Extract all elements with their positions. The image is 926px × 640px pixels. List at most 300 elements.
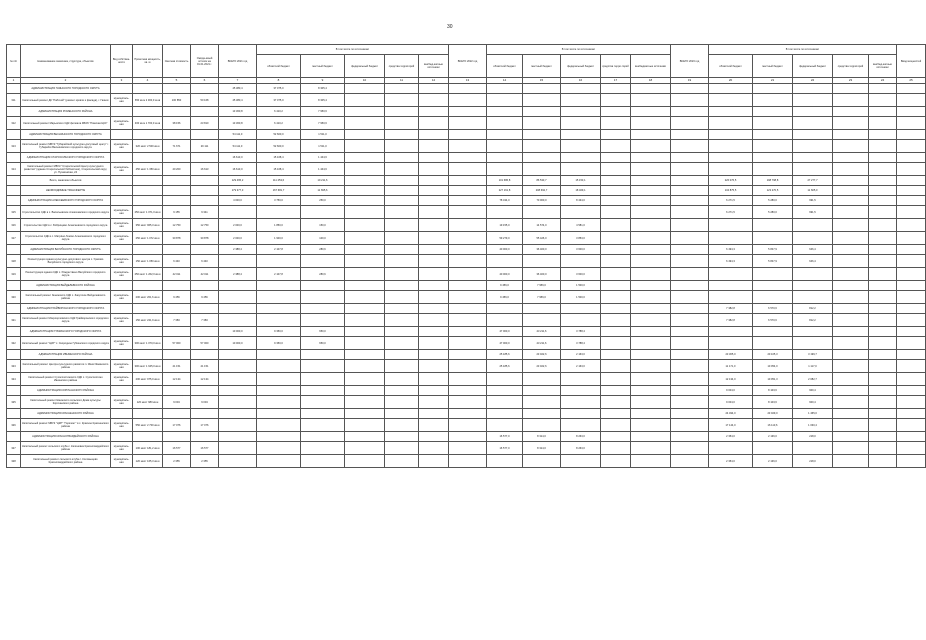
- table-cell: [833, 107, 869, 117]
- table-cell: 12 134: [163, 373, 191, 386]
- table-cell: [833, 442, 869, 455]
- table-cell: [301, 291, 345, 304]
- column-number: 18: [631, 78, 671, 84]
- table-cell: [833, 291, 869, 304]
- row-name: Капитальный ремонт Сухосолотинского СДК с. Сухосолотино Ивнянского района: [21, 373, 111, 386]
- table-cell: 13 360,8: [219, 107, 257, 117]
- table-cell: [419, 314, 449, 327]
- table-cell: [345, 84, 385, 94]
- table-cell: [419, 84, 449, 94]
- table-cell: 36 400,0: [523, 268, 561, 281]
- table-cell: муниципаль-ная: [111, 219, 133, 232]
- table-cell: 179 377,3: [219, 186, 257, 196]
- table-cell: 227 161,8: [487, 186, 523, 196]
- table-cell: [345, 442, 385, 455]
- table-cell: [487, 163, 523, 176]
- table-cell: [897, 84, 926, 94]
- table-cell: [301, 304, 345, 314]
- table-cell: 6 570,6: [753, 304, 793, 314]
- table-cell: [833, 140, 869, 153]
- table-cell: 30 878: [163, 232, 191, 245]
- table-cell: [869, 360, 897, 373]
- table-cell: 40 000,0: [487, 268, 523, 281]
- table-cell: [601, 455, 631, 468]
- table-cell: [449, 107, 487, 117]
- table-cell: [671, 314, 709, 327]
- table-cell: 8 305,4: [301, 94, 345, 107]
- table-cell: [419, 360, 449, 373]
- table-cell: [671, 268, 709, 281]
- table-cell: [345, 163, 385, 176]
- table-cell: [385, 117, 419, 130]
- table-cell: 57 000: [163, 337, 191, 350]
- table-cell: [601, 396, 631, 409]
- table-cell: 16 613,0: [219, 153, 257, 163]
- table-cell: [869, 291, 897, 304]
- table-cell: [869, 245, 897, 255]
- table-cell: [601, 130, 631, 140]
- table-row: [7, 107, 926, 117]
- table-cell: [833, 153, 869, 163]
- table-cell: [487, 153, 523, 163]
- table-cell: 2 163,0: [561, 360, 601, 373]
- table-cell: [257, 373, 301, 386]
- table-cell: [561, 396, 601, 409]
- table-cell: [419, 176, 449, 186]
- row-name: АДМИНИСТРАЦИЯ ВЕЙДЕЛЕВСКОГО РАЙОНА: [21, 281, 111, 291]
- table-cell: [449, 432, 487, 442]
- table-cell: [897, 304, 926, 314]
- column-number: 17: [601, 78, 631, 84]
- column-number: 5: [163, 78, 191, 84]
- table-cell: [753, 291, 793, 304]
- table-cell: [671, 304, 709, 314]
- table-cell: 45 380,4: [219, 94, 257, 107]
- table-cell: 19 211,6: [301, 176, 345, 186]
- row-name: Всего, заказчики объектов: [21, 176, 111, 186]
- table-cell: 6 440: [191, 255, 219, 268]
- table-cell: [111, 130, 133, 140]
- table-cell: [631, 117, 671, 130]
- table-cell: [753, 117, 793, 130]
- table-cell: [671, 163, 709, 176]
- table-cell: [833, 327, 869, 337]
- table-cell: [487, 94, 523, 107]
- table-cell: [709, 163, 753, 176]
- table-cell: [753, 327, 793, 337]
- table-cell: [133, 153, 163, 163]
- table-cell: [385, 196, 419, 206]
- table-cell: [869, 255, 897, 268]
- table-cell: [631, 206, 671, 219]
- table-row: [7, 409, 926, 419]
- table-cell: [793, 94, 833, 107]
- table-cell: [671, 153, 709, 163]
- table-row: [7, 432, 926, 442]
- table-cell: [345, 245, 385, 255]
- table-cell: [631, 255, 671, 268]
- table-cell: [191, 245, 219, 255]
- table-cell: [897, 245, 926, 255]
- table-cell: [385, 386, 419, 396]
- table-cell: [833, 337, 869, 350]
- table-cell: 646,4: [793, 255, 833, 268]
- table-row: [7, 386, 926, 396]
- table-cell: [345, 281, 385, 291]
- table-cell: [561, 304, 601, 314]
- table-cell: [111, 409, 133, 419]
- table-cell: [671, 281, 709, 291]
- table-cell: [449, 386, 487, 396]
- table-cell: [601, 291, 631, 304]
- table-cell: [419, 386, 449, 396]
- table-cell: [163, 386, 191, 396]
- table-cell: [345, 455, 385, 468]
- table-cell: [753, 268, 793, 281]
- group-header-2021: В том числе по источникам:: [257, 45, 449, 55]
- table-cell: [487, 409, 523, 419]
- table-cell: 16 577,0: [487, 432, 523, 442]
- table-cell: [419, 432, 449, 442]
- table-cell: [133, 386, 163, 396]
- table-cell: [601, 232, 631, 245]
- row-number: 316: [7, 219, 21, 232]
- table-cell: [897, 117, 926, 130]
- table-cell: 16 577,0: [487, 442, 523, 455]
- table-cell: [345, 360, 385, 373]
- table-cell: муниципаль-ная: [111, 337, 133, 350]
- table-cell: 6 440: [163, 255, 191, 268]
- header-cell: местный бюджет: [523, 55, 561, 78]
- table-cell: [897, 206, 926, 219]
- table-cell: [631, 84, 671, 94]
- table-cell: [133, 84, 163, 94]
- table-cell: [191, 327, 219, 337]
- table-cell: 9 350,0: [257, 327, 301, 337]
- table-cell: [897, 268, 926, 281]
- row-name: АДМИНИСТРАЦИЯ ИВНЯНСКОГО РАЙОНА: [21, 350, 111, 360]
- table-cell: муниципаль-ная: [111, 396, 133, 409]
- column-number: 14: [487, 78, 523, 84]
- table-cell: 9 004,0: [709, 396, 753, 409]
- table-cell: 10 051,3: [753, 373, 793, 386]
- table-cell: [671, 360, 709, 373]
- table-cell: [793, 107, 833, 117]
- table-cell: [601, 94, 631, 107]
- table-cell: 11 695,6: [301, 186, 345, 196]
- table-row: [7, 245, 926, 255]
- table-cell: [671, 245, 709, 255]
- table-cell: 1 511,0: [301, 140, 345, 153]
- column-number: 4: [133, 78, 163, 84]
- table-cell: [561, 84, 601, 94]
- table-row: [7, 117, 926, 130]
- table-cell: [449, 153, 487, 163]
- header-cell: областной бюджет: [709, 55, 753, 78]
- table-cell: 150 мест 221,9 кв.м: [133, 314, 163, 327]
- table-cell: [833, 409, 869, 419]
- table-cell: [301, 360, 345, 373]
- row-name: Капитальный ремонт МБУК "Губарейский культурно-досуговый центр" г. Губарейск Весниковского городского округа: [21, 140, 111, 153]
- table-cell: [561, 153, 601, 163]
- table-cell: 9 456,0: [487, 291, 523, 304]
- table-cell: 8 305,4: [301, 84, 345, 94]
- table-cell: [419, 196, 449, 206]
- table-cell: [163, 350, 191, 360]
- column-number: 6: [191, 78, 219, 84]
- table-row: [7, 163, 926, 176]
- table-cell: [257, 386, 301, 396]
- table-cell: [897, 291, 926, 304]
- table-cell: 54 111,0: [219, 130, 257, 140]
- table-cell: [631, 153, 671, 163]
- table-cell: [753, 232, 793, 245]
- table-cell: [257, 350, 301, 360]
- table-cell: [793, 442, 833, 455]
- table-cell: [631, 442, 671, 455]
- header-cell: Наименование заказчика, структура, объектов: [21, 45, 111, 78]
- table-cell: [385, 373, 419, 386]
- table-cell: [897, 186, 926, 196]
- table-cell: 18 469,1: [561, 186, 601, 196]
- table-cell: 1 030,4: [793, 419, 833, 432]
- row-number: 326: [7, 419, 21, 432]
- row-number: 318: [7, 255, 21, 268]
- table-cell: 167 681,7: [257, 186, 301, 196]
- table-cell: [385, 350, 419, 360]
- table-cell: [163, 176, 191, 186]
- column-number: 1: [7, 78, 21, 84]
- table-cell: 123 270,5: [753, 186, 793, 196]
- table-cell: [601, 281, 631, 291]
- table-cell: 1 900,0: [257, 232, 301, 245]
- column-number: 22: [793, 78, 833, 84]
- table-cell: [869, 140, 897, 153]
- table-cell: [601, 409, 631, 419]
- table-cell: [301, 350, 345, 360]
- table-cell: [671, 186, 709, 196]
- table-cell: [753, 84, 793, 94]
- row-name: Строительство СДК в с. Матрёно-Гезово Алексеевского городского округа: [21, 232, 111, 245]
- table-cell: [191, 186, 219, 196]
- table-cell: [897, 409, 926, 419]
- table-cell: [671, 176, 709, 186]
- table-cell: [631, 163, 671, 176]
- table-cell: 250 мест 1 072 кв.м: [133, 232, 163, 245]
- table-cell: [419, 396, 449, 409]
- table-cell: 20 105,3: [753, 350, 793, 360]
- table-cell: [561, 163, 601, 176]
- table-cell: 1 444,6: [301, 163, 345, 176]
- table-cell: [449, 360, 487, 373]
- table-cell: [631, 432, 671, 442]
- table-cell: [111, 350, 133, 360]
- table-cell: муниципаль-ная: [111, 232, 133, 245]
- table-cell: 15 168,4: [257, 153, 301, 163]
- table-cell: 129 465,2: [219, 176, 257, 186]
- column-number: 9: [301, 78, 345, 84]
- row-number: [7, 281, 21, 291]
- table-cell: [133, 304, 163, 314]
- table-cell: [257, 396, 301, 409]
- table-cell: [631, 314, 671, 327]
- table-cell: [449, 373, 487, 386]
- table-cell: [631, 94, 671, 107]
- table-cell: [345, 314, 385, 327]
- table-cell: [671, 419, 709, 432]
- table-cell: [257, 291, 301, 304]
- table-cell: [753, 219, 793, 232]
- table-cell: [219, 281, 257, 291]
- table-cell: [419, 373, 449, 386]
- table-row: [7, 196, 926, 206]
- table-cell: [897, 432, 926, 442]
- table-cell: 25 185,6: [487, 350, 523, 360]
- table-cell: 101 686,8: [487, 176, 523, 186]
- table-cell: 41 151: [163, 360, 191, 373]
- table-cell: [869, 304, 897, 314]
- table-cell: [631, 419, 671, 432]
- table-cell: 650,0: [301, 327, 345, 337]
- table-row: [7, 268, 926, 281]
- table-cell: [385, 245, 419, 255]
- table-cell: [561, 140, 601, 153]
- table-cell: [753, 107, 793, 117]
- table-cell: [601, 107, 631, 117]
- table-cell: [111, 176, 133, 186]
- table-cell: [111, 107, 133, 117]
- table-cell: [449, 409, 487, 419]
- table-cell: [301, 314, 345, 327]
- table-cell: [487, 117, 523, 130]
- table-cell: [345, 117, 385, 130]
- table-cell: [869, 163, 897, 176]
- table-cell: [523, 419, 561, 432]
- table-cell: 9 456: [191, 291, 219, 304]
- table-cell: 9 456,0: [487, 281, 523, 291]
- header-cell: областной бюджет: [487, 55, 523, 78]
- row-number: 311: [7, 94, 21, 107]
- table-cell: [449, 130, 487, 140]
- table-cell: [671, 219, 709, 232]
- table-cell: [561, 455, 601, 468]
- table-cell: [257, 281, 301, 291]
- table-cell: 7 383: [163, 314, 191, 327]
- table-cell: [219, 419, 257, 432]
- table-cell: [631, 386, 671, 396]
- table-row: [7, 130, 926, 140]
- table-cell: [601, 419, 631, 432]
- table-row: [7, 337, 926, 350]
- table-cell: 2 354,0: [709, 455, 753, 468]
- table-cell: [419, 419, 449, 432]
- table-cell: [111, 386, 133, 396]
- table-cell: [523, 314, 561, 327]
- table-cell: [419, 186, 449, 196]
- table-cell: [753, 153, 793, 163]
- table-cell: [833, 386, 869, 396]
- table-cell: [257, 360, 301, 373]
- table-cell: 134 875,5: [709, 186, 753, 196]
- row-name: Капитальный ремонт Марьиского СДК филиала МБУК "Ромская ЦКС": [21, 117, 111, 130]
- table-cell: 38 156: [163, 117, 191, 130]
- row-name: АДМИНИСТРАЦИЯ ВЕСНИНСКОГО ГОРОДСКОГО ОКРУГА: [21, 130, 111, 140]
- table-cell: [419, 337, 449, 350]
- table-cell: [419, 442, 449, 455]
- table-cell: [561, 255, 601, 268]
- table-cell: [869, 314, 897, 327]
- table-cell: [601, 255, 631, 268]
- table-cell: [793, 291, 833, 304]
- table-cell: 37 075,0: [257, 84, 301, 94]
- table-cell: [897, 255, 926, 268]
- table-cell: [561, 206, 601, 219]
- table-cell: [601, 117, 631, 130]
- row-name: Строительство СДК в с. Васильевское Алексеевского городского округа: [21, 206, 111, 219]
- row-name: АДМИНИСТРАЦИЯ КОРОЧАНСКОГО РАЙОНА: [21, 386, 111, 396]
- table-cell: [709, 337, 753, 350]
- table-cell: [385, 419, 419, 432]
- table-cell: [753, 442, 793, 455]
- table-cell: [163, 304, 191, 314]
- table-cell: 7 382,8: [709, 304, 753, 314]
- table-cell: [833, 245, 869, 255]
- table-cell: [219, 350, 257, 360]
- table-cell: [833, 360, 869, 373]
- table-cell: [601, 373, 631, 386]
- table-cell: [869, 337, 897, 350]
- table-cell: [111, 245, 133, 255]
- row-number: [7, 107, 21, 117]
- table-cell: 650,0: [301, 337, 345, 350]
- table-cell: [869, 455, 897, 468]
- table-cell: [869, 327, 897, 337]
- table-cell: [833, 176, 869, 186]
- table-cell: [449, 304, 487, 314]
- table-cell: [449, 442, 487, 455]
- table-cell: [219, 255, 257, 268]
- table-cell: [163, 327, 191, 337]
- table-cell: [833, 396, 869, 409]
- table-cell: [385, 455, 419, 468]
- header-cell: ВСЕГО 2021 год: [219, 45, 257, 78]
- table-row: [7, 153, 926, 163]
- table-cell: [671, 117, 709, 130]
- table-cell: [601, 327, 631, 337]
- column-number: 21: [753, 78, 793, 84]
- table-cell: 550 мест 2 700 кв.м: [133, 419, 163, 432]
- table-cell: [523, 140, 561, 153]
- table-cell: [869, 419, 897, 432]
- table-cell: [385, 153, 419, 163]
- table-cell: [869, 409, 897, 419]
- row-name: Капитальный ремонт Мокроорловского СДК Грайворонского городского округа: [21, 314, 111, 327]
- table-cell: 17 076: [163, 419, 191, 432]
- table-cell: [833, 304, 869, 314]
- table-row: [7, 255, 926, 268]
- table-cell: 6 271,5: [709, 206, 753, 219]
- table-cell: [449, 281, 487, 291]
- table-cell: [671, 337, 709, 350]
- table-cell: 2 000,0: [219, 219, 257, 232]
- table-cell: [133, 409, 163, 419]
- table-cell: [133, 130, 163, 140]
- table-cell: 50 168: [191, 94, 219, 107]
- table-cell: [345, 130, 385, 140]
- table-cell: 42 011: [163, 268, 191, 281]
- table-cell: 2 388,4: [219, 245, 257, 255]
- table-cell: [487, 140, 523, 153]
